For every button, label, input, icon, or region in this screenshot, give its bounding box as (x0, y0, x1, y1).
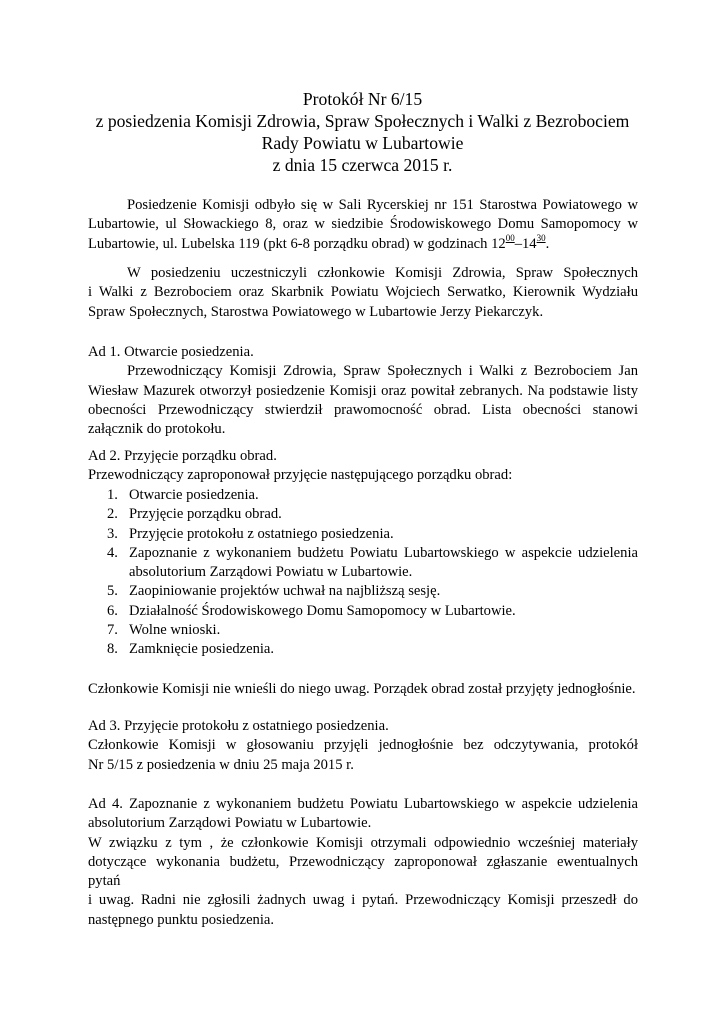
agenda-item-number: 6. (107, 602, 118, 619)
agenda-item-text: Przyjęcie porządku obrad. (129, 506, 282, 523)
agenda-item-text: Otwarcie posiedzenia. (129, 487, 259, 503)
intro-p1-line-1: Posiedzenie Komisji odbyło się w Sali Rycerskiej nr 151 Starostwa Powiatowego w (127, 197, 638, 213)
ad1-section (88, 343, 638, 439)
ad4-line-2: absolutorium Zarządowi Powiatu w Lubartowie. (88, 815, 372, 832)
meeting-date: z dnia 15 czerwca 2015 r. (272, 155, 453, 175)
time-separator: –14 (514, 235, 537, 252)
ad3-line-1: Członkowie Komisji w głosowaniu przyjęli jednogłośnie bez odczytywania, protokół (88, 737, 638, 754)
ad4-section (88, 795, 638, 930)
agenda-item-number: 1. (107, 487, 118, 503)
ad3-line-2: Nr 5/15 z posiedzenia w dniu 25 maja 2015 r. (88, 756, 354, 773)
ad4-line-5: i uwag. Radni nie zgłosili żadnych uwag i pytań. Przewodniczący Komisji przeszedł do (88, 892, 638, 909)
ad2-section (88, 447, 638, 486)
agenda-item-text: Wolne wnioski. (129, 622, 221, 639)
end-time-minutes: 30 (536, 232, 546, 243)
agenda-item-text: Zapoznanie z wykonaniem budżetu Powiatu Lubartowskiego w aspekcie udzielenia (129, 544, 638, 561)
ad1-line-3: obecności Przewodniczący stwierdził prawomocność obrad. Lista obecności stanowi (88, 401, 638, 418)
agenda-item (107, 486, 638, 505)
agenda-list (107, 486, 638, 660)
agenda-item (107, 621, 638, 640)
agenda-item (107, 582, 638, 601)
ad1-line-4: załącznik do protokołu. (88, 421, 226, 438)
agenda-item-text: Zaopiniowanie projektów uchwał na najbliższą sesję. (129, 583, 441, 600)
agenda-item-text: Działalność Środowiskowego Domu Samopomocy w Lubartowie. (129, 602, 516, 619)
agenda-item (107, 505, 638, 524)
agenda-item (107, 602, 638, 621)
ad1-heading: Ad 1. Otwarcie posiedzenia. (88, 344, 254, 360)
agenda-item (107, 640, 638, 659)
intro-p1-line-3 (88, 232, 638, 254)
intro-p1-end: . (545, 235, 550, 252)
agenda-item (107, 544, 638, 583)
agenda-item-text: Przyjęcie protokołu z ostatniego posiedzenia. (129, 525, 394, 542)
protocol-title: Protokół Nr 6/15 (302, 89, 423, 109)
ad1-line-1: Przewodniczący Komisji Zdrowia, Spraw Społecznych i Walki z Bezrobociem Jan (127, 363, 638, 380)
ad3-heading: Ad 3. Przyjęcie protokołu z ostatniego posiedzenia. (88, 718, 389, 734)
ad4-line-3: W związku z tym , że członkowie Komisji otrzymali odpowiednio wcześniej materiały (88, 834, 638, 851)
agenda-item (107, 525, 638, 544)
intro-paragraph-1 (88, 196, 638, 254)
intro-p2-line-1: W posiedzeniu uczestniczyli członkowie Komisji Zdrowia, Spraw Społecznych (127, 265, 638, 281)
agenda-item-text: Zamknięcie posiedzenia. (129, 641, 275, 658)
agenda-item-text-cont: absolutorium Zarządowi Powiatu w Lubartowie. (129, 564, 413, 581)
ad4-line-6: następnego punktu posiedzenia. (88, 911, 275, 928)
agenda-item-number: 4. (107, 544, 118, 561)
ad3-section (88, 717, 638, 775)
agenda-item-number: 3. (107, 525, 118, 542)
ad2-intro: Przewodniczący zaproponował przyjęcie następującego porządku obrad: (88, 467, 513, 484)
council-name: Rady Powiatu w Lubartowie (261, 133, 464, 153)
ad1-line-2: Wiesław Mazurek otworzył posiedzenie Komisji oraz powitał zebranych. Na podstawie listy (88, 382, 638, 399)
intro-p1-line-3-text: Lubartowie, ul. Lubelska 119 (pkt 6-8 porządku obrad) w godzinach 12 (88, 235, 506, 252)
agenda-item-number: 7. (107, 622, 118, 639)
ad4-line-1: Ad 4. Zapoznanie z wykonaniem budżetu Powiatu Lubartowskiego w aspekcie udzielenia (88, 796, 638, 812)
intro-p2-line-2: i Walki z Bezrobociem oraz Skarbnik Powiatu Wojciech Serwatko, Kierownik Wydziału (88, 284, 638, 301)
ad4-line-4: dotyczące wykonania budżetu, Przewodniczący zaproponował zgłaszanie ewentualnych pytań (88, 853, 638, 890)
intro-p1-line-2: Lubartowie, ul Słowackiego 8, oraz w siedzibie Środowiskowego Domu Samopomocy w (88, 216, 638, 233)
ad2-heading: Ad 2. Przyjęcie porządku obrad. (88, 448, 277, 464)
committee-name: z posiedzenia Komisji Zdrowia, Spraw Społecznych i Walki z Bezrobociem (95, 111, 630, 131)
start-time-minutes: 00 (505, 232, 515, 243)
agenda-item-number: 8. (107, 641, 118, 658)
ad2-conclusion (88, 680, 638, 699)
intro-paragraph-2 (88, 264, 638, 322)
ad2-conclusion-text: Członkowie Komisji nie wnieśli do niego uwag. Porządek obrad został przyjęty jednogłośnie. (88, 681, 636, 697)
intro-p2-line-3: Spraw Społecznych, Starostwa Powiatowego w Lubartowie Jerzy Piekarczyk. (88, 303, 544, 320)
agenda-item-number: 5. (107, 583, 118, 600)
agenda-item-number: 2. (107, 506, 118, 523)
